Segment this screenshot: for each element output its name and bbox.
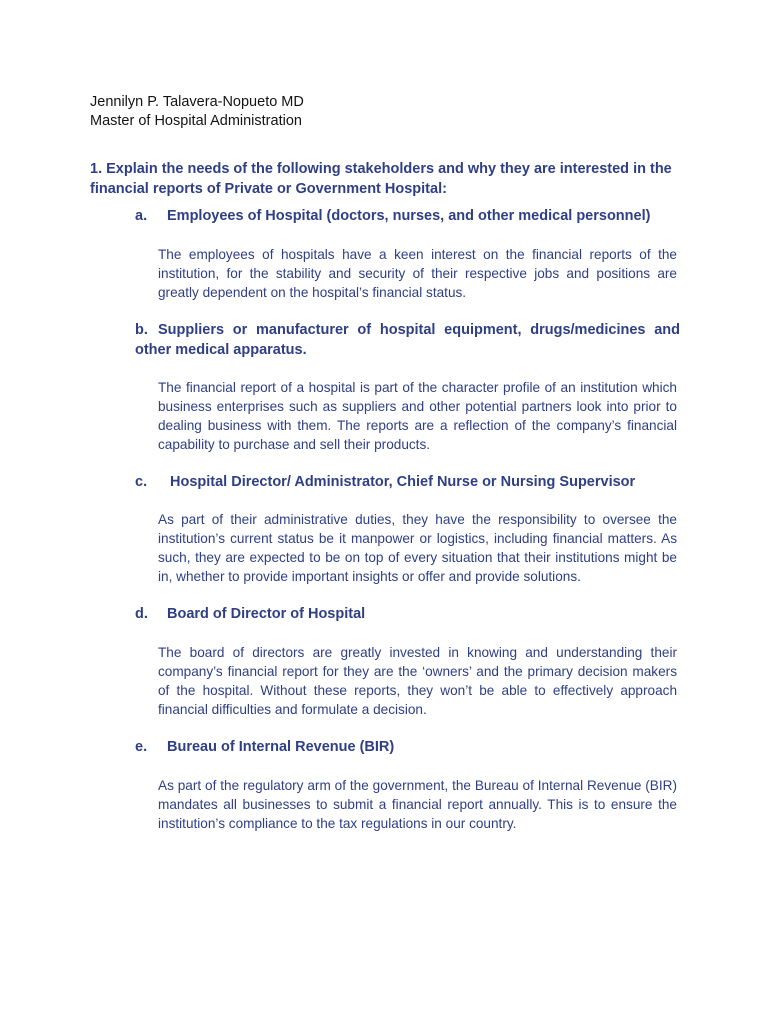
item-heading-text: Board of Director of Hospital bbox=[167, 606, 366, 622]
item-letter: d. bbox=[135, 606, 148, 622]
item-letter: b. bbox=[135, 322, 148, 338]
item-heading-a bbox=[135, 206, 680, 226]
item-body-a: The employees of hospitals have a keen interest on the financial reports of the institution, for the stability and security of their respective jobs and positions are greatly dependent on the hospital’s financial status. bbox=[158, 247, 677, 300]
item-letter: c. bbox=[135, 474, 148, 490]
item-heading-text: Hospital Director/ Administrator, Chief Nurse or Nursing Supervisor bbox=[170, 474, 636, 490]
item-body-d: The board of directors are greatly invested in knowing and understanding their company’s financial report for they are the ‘owners’ and the primary decision makers of the hospital. Without these reports, they won’t be able to effectively approach financial difficulties and formulate a decision. bbox=[158, 645, 677, 717]
item-heading-text: Bureau of Internal Revenue (BIR) bbox=[167, 739, 395, 755]
item-heading-e bbox=[135, 737, 680, 757]
question-text: 1. Explain the needs of the following stakeholders and why they are interested in the financial reports of Private or Government Hospital: bbox=[90, 161, 672, 197]
item-heading-d bbox=[135, 604, 680, 624]
item-letter: e. bbox=[135, 739, 148, 755]
author-degree: Master of Hospital Administration bbox=[90, 113, 302, 129]
item-heading-c bbox=[135, 472, 680, 492]
item-heading-b bbox=[135, 320, 680, 360]
item-letter: a. bbox=[135, 208, 148, 224]
item-body-c: As part of their administrative duties, they have the responsibility to oversee the institution’s current status be it manpower or logistics, including financial matters. As such, they are expected to be on top of every situation that their institutions might be in, whether to provide important insights or offer and provide solutions. bbox=[158, 512, 677, 584]
author-name: Jennilyn P. Talavera-Nopueto MD bbox=[90, 94, 304, 110]
item-body-b: The financial report of a hospital is part of the character profile of an institution which business enterprises such as suppliers and other potential partners look into prior to dealing business with them. The reports are a reflection of the company’s financial capability to purchase and sell their products. bbox=[158, 380, 677, 452]
author-block bbox=[90, 93, 690, 131]
item-heading-text: Suppliers or manufacturer of hospital equipment, drugs/medicines and other medical apparatus. bbox=[135, 322, 680, 358]
item-heading-text: Employees of Hospital (doctors, nurses, and other medical personnel) bbox=[167, 208, 651, 224]
item-body-e: As part of the regulatory arm of the government, the Bureau of Internal Revenue (BIR) mandates all businesses to submit a financial report annually. This is to ensure the institution’s compliance to the tax regulations in our country. bbox=[158, 778, 677, 831]
